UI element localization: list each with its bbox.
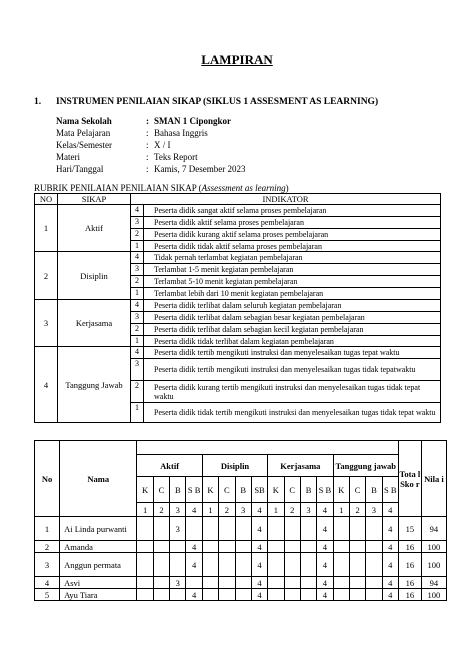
rubric-score: 1 (131, 288, 144, 300)
rubric-row (35, 205, 441, 217)
score-cell: 3 (170, 517, 186, 541)
table-row (35, 577, 447, 589)
score-cell: 3 (170, 577, 186, 589)
score-cell (333, 517, 349, 541)
score-cell (202, 577, 218, 589)
header-nilai: Nila i (421, 441, 446, 517)
score-cell (170, 541, 186, 553)
score-cell (268, 541, 284, 553)
row-no: 2 (35, 541, 60, 553)
sub-header: K (333, 477, 349, 503)
score-cell (202, 517, 218, 541)
score-cell (137, 577, 153, 589)
info-row (56, 128, 208, 139)
score-cell: 4 (317, 577, 333, 589)
score-cell (137, 541, 153, 553)
score-cell (284, 589, 300, 601)
score-cell: 4 (317, 553, 333, 577)
num-header: 2 (219, 503, 235, 517)
scores-header-row (35, 441, 447, 455)
score-cell (170, 553, 186, 577)
score-cell (349, 541, 365, 553)
rubric-score: 4 (131, 347, 144, 359)
header-no: No (35, 441, 60, 517)
num-header: 4 (317, 503, 333, 517)
score-cell (219, 589, 235, 601)
score-cell (366, 553, 382, 577)
score-cell (333, 577, 349, 589)
score-cell (235, 553, 251, 577)
sub-header: B (366, 477, 382, 503)
score-cell (366, 589, 382, 601)
score-cell (153, 577, 169, 589)
header-indikator: INDIKATOR (131, 194, 441, 205)
sub-header: K (137, 477, 153, 503)
score-cell: 4 (251, 517, 267, 541)
num-header: 3 (235, 503, 251, 517)
row-no: 3 (35, 553, 60, 577)
score-cell (300, 517, 316, 541)
score-cell (300, 553, 316, 577)
sub-header: B (300, 477, 316, 503)
rubric-indicator: Terlambat lebih dari 10 menit kegiatan pembelajaran (144, 288, 441, 300)
info-label: Mata Pelajaran (56, 128, 111, 138)
rubric-score: 4 (131, 300, 144, 312)
score-cell (153, 589, 169, 601)
rubric-sikap: Kerjasama (58, 300, 131, 347)
info-value: SMAN 1 Cipongkor (154, 116, 232, 126)
num-header: 1 (333, 503, 349, 517)
rubric-indicator: Peserta didik tidak aktif selama proses pembelajaran (144, 241, 441, 252)
rubric-indicator: Peserta didik terlibat dalam seluruh kegiatan pembelajaran (144, 300, 441, 312)
header-spacer (137, 441, 399, 455)
row-nilai: 94 (421, 577, 446, 589)
rubric-indicator: Peserta didik tidak terlibat dalam kegiatan pembelajaran (144, 336, 441, 347)
score-cell (268, 577, 284, 589)
rubric-row (35, 300, 441, 312)
sub-header: C (349, 477, 365, 503)
info-row (56, 152, 198, 163)
info-row (56, 164, 245, 175)
num-header: 2 (349, 503, 365, 517)
row-total: 16 (398, 589, 421, 601)
rubric-indicator: Peserta didik terlibat dalam sebagian besar kegiatan pembelajaran (144, 312, 441, 324)
score-cell (235, 589, 251, 601)
score-cell (235, 517, 251, 541)
sub-header: S B (317, 477, 333, 503)
score-cell: 4 (251, 553, 267, 577)
info-value: Bahasa Inggris (154, 128, 208, 138)
rubric-score: 3 (131, 264, 144, 276)
table-row (35, 517, 447, 541)
rubric-indicator: Peserta didik sangat aktif selama proses pembelajaran (144, 205, 441, 217)
sub-header: S B (186, 477, 202, 503)
rubric-sikap: Tanggung Jawab (58, 347, 131, 423)
score-cell (137, 553, 153, 577)
score-cell: 4 (382, 553, 398, 577)
group-header: Tanggung jawab (333, 455, 398, 477)
info-value: X / I (154, 140, 171, 150)
score-cell (366, 517, 382, 541)
rubric-score: 3 (131, 217, 144, 229)
score-cell (284, 577, 300, 589)
info-sep: : (146, 128, 149, 138)
rubric-sikap: Disiplin (58, 252, 131, 300)
num-header: 3 (366, 503, 382, 517)
rubric-score: 2 (131, 276, 144, 288)
rubric-indicator: Terlambat 5-10 menit kegiatan pembelajaran (144, 276, 441, 288)
score-cell (300, 589, 316, 601)
rubric-indicator: Peserta didik aktif selama proses pembelajaran (144, 217, 441, 229)
score-cell (153, 541, 169, 553)
rubric-score: 1 (131, 241, 144, 252)
row-name: Amanda (60, 541, 137, 553)
score-cell (333, 553, 349, 577)
info-sep: : (146, 152, 149, 162)
sub-header: SB (251, 477, 267, 503)
rubric-no: 1 (35, 205, 58, 252)
num-header: 3 (170, 503, 186, 517)
rubric-score: 2 (131, 381, 144, 403)
sub-header: C (219, 477, 235, 503)
table-row (35, 589, 447, 601)
info-label: Hari/Tanggal (56, 164, 104, 174)
score-cell (366, 541, 382, 553)
scores-table (34, 440, 447, 601)
rubric-indicator: Peserta didik tertib mengikuti instruksi dan menyelesaikan tugas tepat waktu (144, 347, 441, 359)
rubric-indicator: Terlambat 1-5 menit kegiatan pembelajaran (144, 264, 441, 276)
sub-header: K (202, 477, 218, 503)
header-sikap: SIKAP (58, 194, 131, 205)
score-cell (202, 553, 218, 577)
score-cell (349, 553, 365, 577)
score-cell: 4 (251, 577, 267, 589)
rubric-no: 2 (35, 252, 58, 300)
group-header: Kerjasama (268, 455, 333, 477)
num-header: 1 (268, 503, 284, 517)
info-label: Materi (56, 152, 80, 162)
score-cell (186, 517, 202, 541)
score-cell (186, 577, 202, 589)
header-nama: Nama (60, 441, 137, 517)
score-cell (284, 517, 300, 541)
score-cell (284, 553, 300, 577)
num-header: 4 (382, 503, 398, 517)
info-sep: : (146, 116, 149, 126)
sub-header: K (268, 477, 284, 503)
score-cell (219, 517, 235, 541)
rubric-indicator: Peserta didik kurang tertib mengikuti instruksi dan menyelesaikan tugas tidak tepat waktu (144, 381, 441, 403)
row-no: 4 (35, 577, 60, 589)
rubric-score: 1 (131, 403, 144, 423)
row-total: 16 (398, 577, 421, 589)
row-nilai: 100 (421, 541, 446, 553)
row-total: 15 (398, 517, 421, 541)
sub-header: S B (382, 477, 398, 503)
section-title: INSTRUMEN PENILAIAN SIKAP (SIKLUS 1 ASSESMENT AS LEARNING) (56, 97, 379, 107)
score-cell (219, 553, 235, 577)
score-cell (284, 541, 300, 553)
score-cell: 4 (186, 589, 202, 601)
rubric-score: 4 (131, 252, 144, 264)
rubric-score: 3 (131, 359, 144, 381)
info-sep: : (146, 164, 149, 174)
score-cell: 4 (186, 553, 202, 577)
rubric-score: 1 (131, 336, 144, 347)
section-heading (34, 97, 378, 107)
score-cell: 4 (382, 577, 398, 589)
score-cell (268, 589, 284, 601)
sub-header: C (153, 477, 169, 503)
section-number: 1. (34, 97, 42, 107)
score-cell: 4 (382, 541, 398, 553)
score-cell (219, 541, 235, 553)
num-header: 1 (137, 503, 153, 517)
score-cell (219, 577, 235, 589)
score-cell: 4 (382, 589, 398, 601)
rubric-indicator: Peserta didik kurang aktif selama proses pembelajaran (144, 229, 441, 241)
rubric-row (35, 252, 441, 264)
info-row (56, 140, 171, 151)
rubric-row (35, 347, 441, 359)
score-cell (235, 541, 251, 553)
score-cell (235, 577, 251, 589)
score-cell: 4 (186, 541, 202, 553)
score-cell (268, 517, 284, 541)
score-cell (300, 541, 316, 553)
sub-header: B (170, 477, 186, 503)
rubric-no: 3 (35, 300, 58, 347)
info-row (56, 116, 231, 127)
score-cell (349, 589, 365, 601)
group-header: Disiplin (202, 455, 267, 477)
score-cell (366, 577, 382, 589)
row-name: Anggun permata (60, 553, 137, 577)
score-cell (333, 541, 349, 553)
row-name: Asvi (60, 577, 137, 589)
row-nilai: 94 (421, 517, 446, 541)
score-cell (137, 517, 153, 541)
score-cell (202, 541, 218, 553)
score-cell (333, 589, 349, 601)
score-cell (349, 517, 365, 541)
info-sep: : (146, 140, 149, 150)
row-no: 5 (35, 589, 60, 601)
rubric-score: 2 (131, 229, 144, 241)
page-title: LAMPIRAN (201, 52, 273, 67)
score-cell (153, 517, 169, 541)
score-cell: 4 (317, 517, 333, 541)
rubric-indicator: Tidak pernah terlambat kegiatan pembelajaran (144, 252, 441, 264)
info-label: Kelas/Semester (56, 140, 112, 150)
row-total: 16 (398, 553, 421, 577)
info-value: Teks Report (154, 152, 198, 162)
score-cell: 4 (382, 517, 398, 541)
score-cell (170, 589, 186, 601)
score-cell (268, 553, 284, 577)
row-name: Ai Linda purwanti (60, 517, 137, 541)
table-row (35, 553, 447, 577)
sub-header: C (284, 477, 300, 503)
score-cell: 4 (251, 589, 267, 601)
num-header: 1 (202, 503, 218, 517)
row-no: 1 (35, 517, 60, 541)
score-cell: 4 (317, 541, 333, 553)
rubric-sikap: Aktif (58, 205, 131, 252)
rubric-caption: RUBRIK PENILAIAN PENILAIAN SIKAP (Assessment as learning) (34, 183, 289, 193)
rubric-indicator: Peserta didik terlibat dalam sebagian kecil kegiatan pembelajaran (144, 324, 441, 336)
row-nilai: 100 (421, 589, 446, 601)
num-header: 2 (284, 503, 300, 517)
rubric-indicator: Peserta didik tertib mengikuti instruksi dan menyelesaikan tugas tidak tepatwaktu (144, 359, 441, 381)
header-total: Tota l Sko r (398, 441, 421, 517)
rubric-score: 2 (131, 324, 144, 336)
info-label: Nama Sekolah (56, 116, 112, 126)
score-cell: 4 (251, 541, 267, 553)
score-cell: 4 (317, 589, 333, 601)
num-header: 2 (153, 503, 169, 517)
rubric-table (34, 193, 441, 423)
num-header: 3 (300, 503, 316, 517)
row-name: Ayu Tiara (60, 589, 137, 601)
rubric-indicator: Peserta didik tidak tertib mengikuti instruksi dan menyelesaikan tugas tidak tepat waktu (144, 403, 441, 423)
score-cell (137, 589, 153, 601)
info-value: Kamis, 7 Desember 2023 (154, 164, 246, 174)
rubric-no: 4 (35, 347, 58, 423)
row-nilai: 100 (421, 553, 446, 577)
table-row (35, 541, 447, 553)
header-no: NO (35, 194, 58, 205)
score-cell (202, 589, 218, 601)
score-cell (153, 553, 169, 577)
score-cell (300, 577, 316, 589)
num-header: 4 (251, 503, 267, 517)
sub-header: B (235, 477, 251, 503)
row-total: 16 (398, 541, 421, 553)
group-header: Aktif (137, 455, 202, 477)
score-cell (349, 577, 365, 589)
num-header: 4 (186, 503, 202, 517)
rubric-score: 3 (131, 312, 144, 324)
rubric-score: 4 (131, 205, 144, 217)
